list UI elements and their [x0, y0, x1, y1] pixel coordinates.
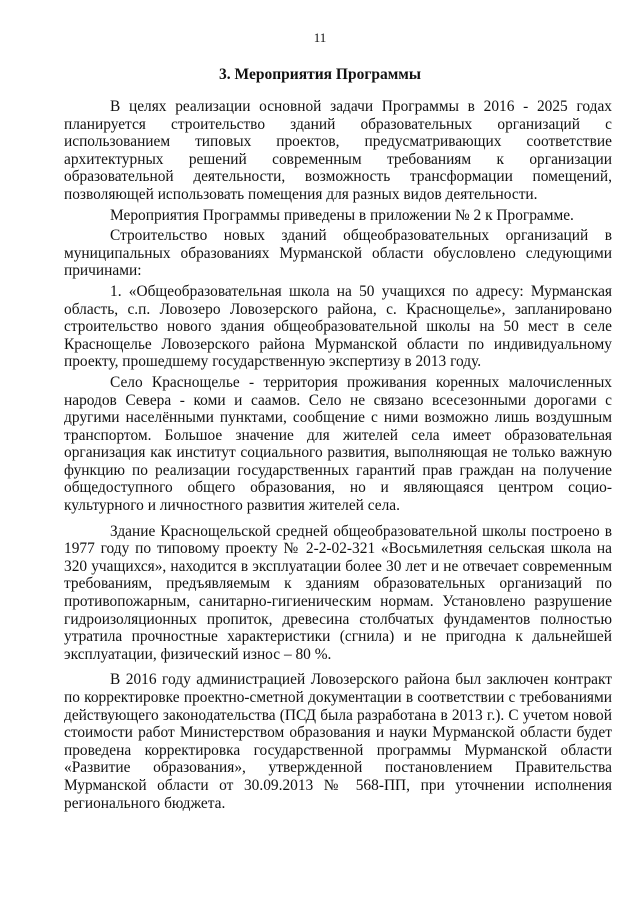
paragraph-contract-2016: В 2016 году администрацией Ловозерского района был заключен контракт по корректировке проектно-сметной документации в соответствии с требованиями действующего законодательства (ПСД была разработана в 2013 г.). С учетом новой стоимости работ Министерством образования и науки Мурманской области будет проведена корректировка государственной программы Мурманской области «Развитие образования», утвержденной постановлением Правительства Мурманской области от 30.09.2013 № 568-ПП, при уточнении исполнения регионального бюджета. — [64, 671, 612, 812]
section-title: 3. Мероприятия Программы — [219, 66, 421, 83]
page-number: 11 — [313, 30, 327, 45]
paragraph-building-condition: Здание Краснощельской средней общеобразовательной школы построено в 1977 году по типовому проекту № 2-2-02-321 «Восьмилетняя сельская школа на 320 учащихся», находится в эксплуатации более 30 лет и не отвечает современным требованиям, предъявляемым к зданиям образовательных организаций по противопожарным, санитарно-гигиеническим нормам. Установлено разрушение гидроизоляционных пропиток, древесина столбчатых фундаментов полностью утратила прочностные характеристики (сгнила) и не пригодна к дальнейшей эксплуатации, физический износ – 80 %. — [64, 522, 612, 663]
paragraph-village-description: Село Краснощелье - территория проживания коренных малочисленных народов Севера - коми и саамов. Село не связано всесезонными дорогами с другими населёнными пунктами, сообщение с ними возможно лишь воздушным транспортом. Большое значение для жителей села имеет образовательная организация как институт социального развития, выполняющая не только важную функцию по реализации государственных гарантий прав граждан на получение общедоступного общего образования, но и являющаяся центром социо-культурного и личностного развития жителей села. — [64, 373, 612, 515]
paragraph-school-project: 1. «Общеобразовательная школа на 50 учащихся по адресу: Мурманская область, с.п. Ловозеро Ловозерского района, с. Краснощелье», запланировано строительство нового здания общеобразовательной школы на 50 мест в селе Краснощелье Ловозерского района Мурманской области по индивидуальному проекту, прошедшему государственную экспертизу в 2013 году. — [64, 282, 612, 371]
paragraph-construction-reasons: Строительство новых зданий общеобразовательных организаций в муниципальных образованиях Мурманской области обусловлено следующими причинами: — [64, 227, 612, 280]
document-body — [64, 98, 612, 812]
paragraph-program-goal: В целях реализации основной задачи Программы в 2016 - 2025 годах планируется строительство зданий образовательных организаций с использованием типовых проектов, предусматривающих соответствие архитектурных решений современным требованиям к организации образовательной деятельности, возможность трансформации помещений, позволяющей использовать помещения для разных видов деятельности. — [64, 98, 612, 203]
paragraph-appendix-reference: Мероприятия Программы приведены в приложении № 2 к Программе. — [110, 206, 574, 224]
